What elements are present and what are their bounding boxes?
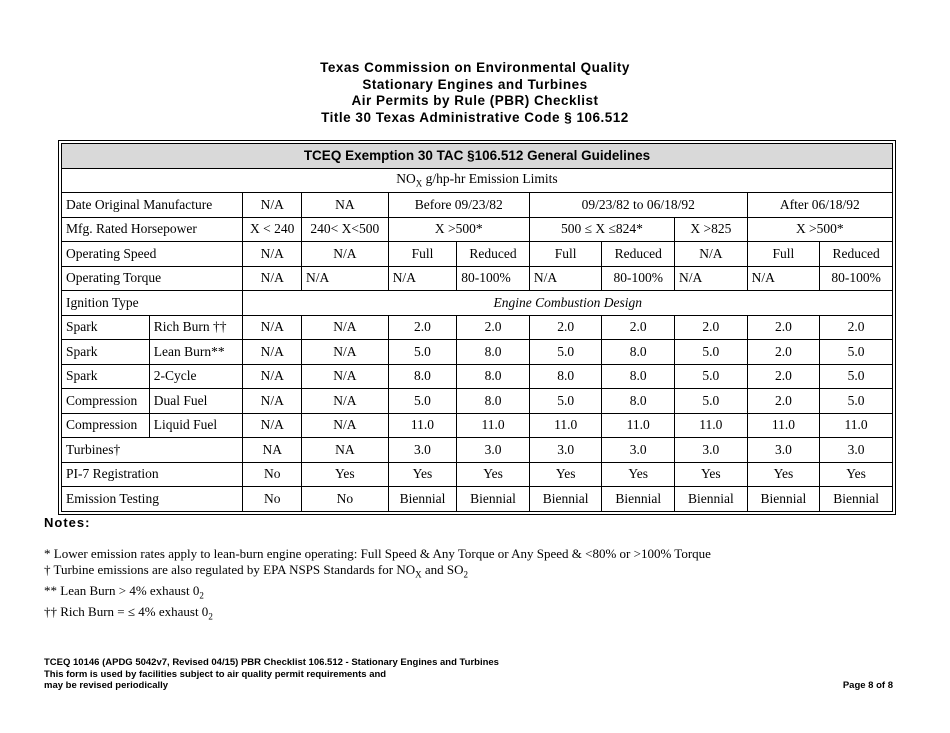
table-cell: 2.0 — [675, 315, 748, 340]
row-label: Date Original Manufacture — [62, 193, 243, 218]
table-cell: Yes — [301, 462, 388, 487]
engine-row-compression-liquid — [62, 413, 893, 438]
table-cell: 11.0 — [602, 413, 675, 438]
note-turbine: † Turbine emissions are also regulated by EPA NSPS Standards for $NO_X$ and $SO_2$ — [44, 561, 468, 580]
table-cell: 3.0 — [747, 438, 820, 463]
header-agency: Texas Commission on Environmental Quality — [320, 60, 630, 75]
table-cell: 2.0 — [820, 315, 893, 340]
table-cell: Biennial — [529, 487, 602, 512]
table-cell: 2.0 — [602, 315, 675, 340]
table-cell: 8.0 — [457, 389, 530, 414]
table-cell: 240< X<500 — [301, 217, 388, 242]
table-subtitle-row — [62, 168, 893, 193]
table-cell: 8.0 — [602, 364, 675, 389]
engine-subtype: Liquid Fuel — [149, 413, 243, 438]
table-cell: 5.0 — [820, 340, 893, 365]
table-cell: Biennial — [675, 487, 748, 512]
table-cell: 3.0 — [529, 438, 602, 463]
table-cell: Biennial — [820, 487, 893, 512]
table-cell: 5.0 — [820, 364, 893, 389]
table-cell: Yes — [675, 462, 748, 487]
table-cell: NA — [301, 193, 388, 218]
table-cell: Reduced — [602, 242, 675, 267]
table-cell: N/A — [243, 193, 301, 218]
table-cell: No — [243, 487, 301, 512]
table-cell: 8.0 — [457, 340, 530, 365]
page-number: Page 8 of 8 — [842, 680, 893, 691]
table-cell: N/A — [388, 266, 457, 291]
table-cell: N/A — [301, 266, 388, 291]
table-cell: 3.0 — [602, 438, 675, 463]
table-cell: 5.0 — [388, 340, 457, 365]
table-cell: Yes — [457, 462, 530, 487]
engine-row-spark-rich — [62, 315, 893, 340]
table-cell: N/A — [675, 242, 748, 267]
table-cell: 11.0 — [529, 413, 602, 438]
ignition-type-row — [62, 291, 893, 316]
table-cell: X >825 — [675, 217, 748, 242]
table-cell: 80-100% — [457, 266, 530, 291]
table-cell: 5.0 — [529, 389, 602, 414]
table-cell: N/A — [301, 389, 388, 414]
combustion-design-heading: Engine Combustion Design — [243, 291, 893, 316]
table-cell: 3.0 — [388, 438, 457, 463]
row-label: Emission Testing — [62, 487, 243, 512]
engine-type: Spark — [62, 340, 150, 365]
table-cell: Before 09/23/82 — [388, 193, 529, 218]
engine-type: Compression — [62, 413, 150, 438]
note-lower-emission: * Lower emission rates apply to lean-burn engine operating: Full Speed & Any Torque or Any Speed & <80% or >100% Torque — [44, 546, 711, 561]
engine-subtype: Rich Burn †† — [149, 315, 243, 340]
engine-row-spark-2cycle — [62, 364, 893, 389]
operating-torque-row — [62, 266, 893, 291]
table-cell: 5.0 — [820, 389, 893, 414]
engine-row-compression-dual — [62, 389, 893, 414]
table-cell: N/A — [243, 364, 301, 389]
table-cell: N/A — [301, 364, 388, 389]
table-cell: 8.0 — [602, 340, 675, 365]
table-cell: Biennial — [602, 487, 675, 512]
table-cell: N/A — [301, 315, 388, 340]
guidelines-table-frame — [58, 140, 896, 515]
emission-testing-row — [62, 487, 893, 512]
table-cell: 5.0 — [529, 340, 602, 365]
table-cell: N/A — [301, 340, 388, 365]
table-cell: 8.0 — [388, 364, 457, 389]
engine-subtype: 2-Cycle — [149, 364, 243, 389]
table-cell: No — [301, 487, 388, 512]
footer-form-id: TCEQ 10146 (APDG 5042v7, Revised 04/15) PBR Checklist 106.512 - Stationary Engines and Turbines — [44, 657, 499, 668]
table-cell: N/A — [243, 315, 301, 340]
form-footer — [44, 657, 499, 692]
table-cell: Yes — [388, 462, 457, 487]
table-cell: X >500* — [747, 217, 892, 242]
table-cell: 3.0 — [820, 438, 893, 463]
engine-type: Compression — [62, 389, 150, 414]
table-cell: 3.0 — [675, 438, 748, 463]
table-cell: 2.0 — [747, 315, 820, 340]
row-label: Mfg. Rated Horsepower — [62, 217, 243, 242]
table-cell: 3.0 — [457, 438, 530, 463]
engine-type: Spark — [62, 364, 150, 389]
table-cell: Reduced — [457, 242, 530, 267]
table-cell: X < 240 — [243, 217, 301, 242]
table-cell: 2.0 — [747, 364, 820, 389]
table-cell: N/A — [675, 266, 748, 291]
date-manufacture-row — [62, 193, 893, 218]
table-cell: 8.0 — [602, 389, 675, 414]
footer-revision: may be revised periodically — [44, 680, 169, 691]
table-title-row — [62, 144, 893, 169]
header-checklist: Air Permits by Rule (PBR) Checklist — [351, 93, 599, 108]
note-rich-burn: †† Rich Burn = ≤ 4% exhaust $0_2$ — [44, 603, 213, 622]
table-cell: 5.0 — [675, 389, 748, 414]
table-cell: 11.0 — [747, 413, 820, 438]
row-label: Turbines† — [62, 438, 243, 463]
table-cell: NA — [301, 438, 388, 463]
table-cell: Reduced — [820, 242, 893, 267]
table-cell: 5.0 — [675, 364, 748, 389]
table-cell: N/A — [243, 340, 301, 365]
guidelines-table — [61, 143, 893, 512]
row-label: PI-7 Registration — [62, 462, 243, 487]
table-cell: 8.0 — [457, 364, 530, 389]
table-cell: No — [243, 462, 301, 487]
row-label: Ignition Type — [62, 291, 243, 316]
engine-subtype: Dual Fuel — [149, 389, 243, 414]
table-cell: 2.0 — [747, 389, 820, 414]
note-lean-burn: ** Lean Burn > 4% exhaust $0_2$ — [44, 582, 204, 601]
table-cell: 11.0 — [457, 413, 530, 438]
table-cell: Yes — [820, 462, 893, 487]
table-cell: 2.0 — [388, 315, 457, 340]
horsepower-row — [62, 217, 893, 242]
table-cell: N/A — [529, 266, 602, 291]
operating-speed-row — [62, 242, 893, 267]
table-cell: 80-100% — [820, 266, 893, 291]
table-cell: N/A — [747, 266, 820, 291]
table-cell: 8.0 — [529, 364, 602, 389]
table-cell: 11.0 — [820, 413, 893, 438]
table-cell: Full — [529, 242, 602, 267]
table-title: TCEQ Exemption 30 TAC §106.512 General Guidelines — [62, 144, 893, 169]
turbines-row — [62, 438, 893, 463]
table-cell: 2.0 — [747, 340, 820, 365]
table-cell: Biennial — [747, 487, 820, 512]
header-subject: Stationary Engines and Turbines — [362, 76, 588, 92]
table-cell: N/A — [243, 413, 301, 438]
table-cell: 2.0 — [457, 315, 530, 340]
table-cell: NA — [243, 438, 301, 463]
table-cell: Biennial — [388, 487, 457, 512]
table-cell: N/A — [301, 242, 388, 267]
table-cell: 5.0 — [675, 340, 748, 365]
table-cell: N/A — [243, 389, 301, 414]
header-code: Title 30 Texas Administrative Code § 106.512 — [321, 109, 629, 125]
table-cell: N/A — [243, 242, 301, 267]
table-cell: Full — [388, 242, 457, 267]
engine-type: Spark — [62, 315, 150, 340]
row-label: Operating Speed — [62, 242, 243, 267]
table-cell: N/A — [243, 266, 301, 291]
table-cell: Yes — [602, 462, 675, 487]
table-cell: 2.0 — [529, 315, 602, 340]
table-cell: Yes — [747, 462, 820, 487]
pi7-registration-row — [62, 462, 893, 487]
table-cell: Yes — [529, 462, 602, 487]
table-cell: Biennial — [457, 487, 530, 512]
table-cell: 11.0 — [675, 413, 748, 438]
table-cell: 500 ≤ X ≤824* — [529, 217, 674, 242]
engine-subtype: Lean Burn** — [149, 340, 243, 365]
table-subtitle: $NO_X$ g/hp-hr Emission Limits — [62, 168, 893, 193]
engine-row-spark-lean — [62, 340, 893, 365]
row-label: Operating Torque — [62, 266, 243, 291]
table-cell: N/A — [301, 413, 388, 438]
table-cell: 09/23/82 to 06/18/92 — [529, 193, 747, 218]
footer-usage: This form is used by facilities subject to air quality permit requirements and — [44, 668, 387, 680]
table-cell: X >500* — [388, 217, 529, 242]
table-cell: After 06/18/92 — [747, 193, 892, 218]
table-cell: 80-100% — [602, 266, 675, 291]
notes-label: Notes: — [44, 515, 91, 530]
notes-list — [44, 546, 711, 625]
table-cell: 5.0 — [388, 389, 457, 414]
table-cell: Full — [747, 242, 820, 267]
document-header — [0, 60, 950, 126]
table-cell: 11.0 — [388, 413, 457, 438]
